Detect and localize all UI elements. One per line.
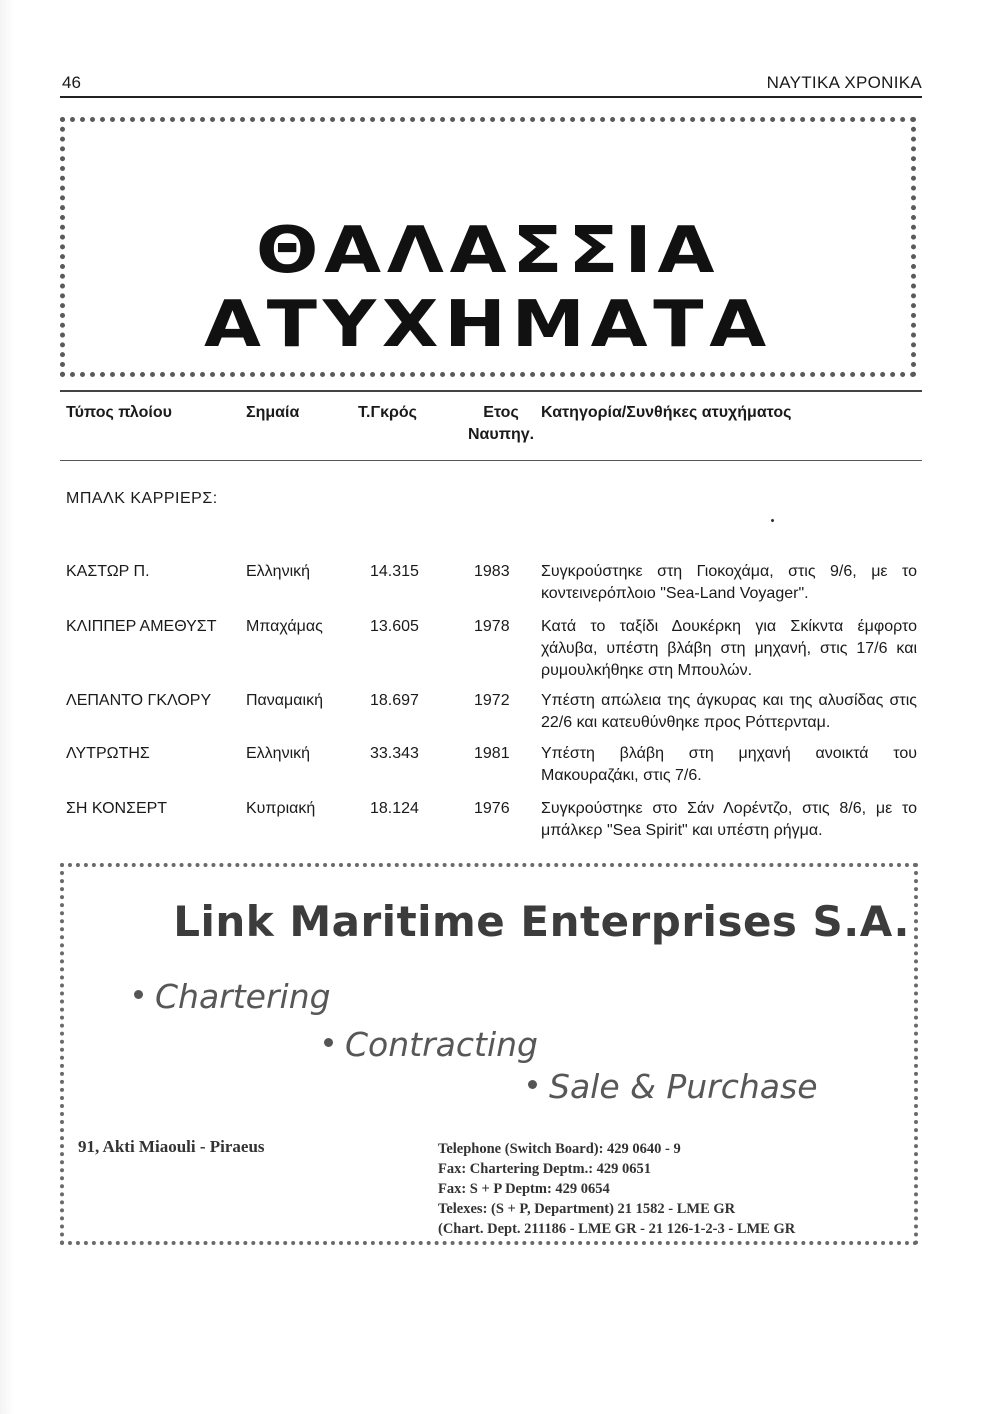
page-number: 46 — [62, 73, 81, 92]
ship-name: ΚΑΣΤΩΡ Π. — [66, 563, 150, 580]
ship-name: ΚΛΙΠΠΕΡ ΑΜΕΘΥΣΤ — [66, 618, 217, 635]
column-header-description: Κατηγορία/Συνθήκες ατυχήματος — [541, 404, 792, 421]
title-banner — [60, 117, 916, 377]
advert-service-label: Chartering — [155, 977, 331, 1016]
journal-title: ΝΑΥΤΙΚΑ ΧΡΟΝΙΚΑ — [766, 73, 922, 92]
page-edge-shadow — [0, 0, 14, 1414]
column-header-ship-type: Τύπος πλοίου — [66, 404, 172, 421]
header-rule — [60, 96, 922, 98]
advert-address: 91, Akti Miaouli - Piraeus — [78, 1137, 265, 1156]
column-header-grt: Τ.Γκρός — [358, 404, 417, 421]
column-header-year-line2: Ναυπηγ. — [468, 426, 535, 443]
ship-year: 1978 — [474, 618, 510, 635]
ship-year: 1972 — [474, 692, 510, 709]
ship-grt: 33.343 — [370, 745, 419, 762]
incident-description: Υπέστη βλάβη στη μηχανή ανοικτά του Μακουραζάκι, στις 7/6. — [541, 745, 917, 784]
incident-description: Υπέστη απώλεια της άγκυρας και της αλυσίδας στις 22/6 και κατευθύνθηκε προς Ρόττερνταμ. — [541, 692, 917, 731]
ship-year: 1983 — [474, 563, 510, 580]
ship-flag: Παναμαική — [246, 692, 323, 709]
column-header-flag: Σημαία — [246, 404, 300, 421]
section-heading-bulk-carriers: ΜΠΑΛΚ ΚΑΡΡΙΕΡΣ: — [66, 490, 218, 507]
ship-flag: Μπαχάμας — [246, 618, 323, 635]
table-top-rule — [60, 390, 922, 392]
ship-flag: Ελληνική — [246, 745, 311, 762]
advert-contact-line: Telexes: (S + P, Department) 21 1582 - LME GR — [438, 1201, 736, 1217]
advert-service-item — [134, 977, 331, 1016]
column-header-year-built — [468, 402, 534, 446]
ship-grt: 18.697 — [370, 692, 419, 709]
advert-company-name: Link Maritime Enterprises S.A. — [173, 897, 910, 946]
table-header-rule — [60, 460, 922, 461]
incident-description: Κατά το ταξίδι Δουκέρκη για Σκίκντα έμφορτο χάλυβα, υπέστη βλάβη στη μηχανή, στις 17/6 και ρυμουλκήθηκε στη Μπουλών. — [541, 618, 917, 679]
advert-service-item — [324, 1025, 538, 1064]
ship-flag: Ελληνική — [246, 563, 311, 580]
ship-flag: Κυπριακή — [246, 800, 316, 817]
column-header-year-line1: Ετος — [483, 404, 519, 421]
advert-service-label: Contracting — [345, 1025, 538, 1064]
advert-contacts — [438, 1139, 795, 1239]
ship-year: 1976 — [474, 800, 510, 817]
ship-grt: 18.124 — [370, 800, 419, 817]
bullet-icon — [324, 1038, 333, 1047]
ship-grt: 14.315 — [370, 563, 419, 580]
advertisement-box — [60, 863, 918, 1245]
bullet-icon — [528, 1080, 537, 1089]
banner-title: ΘΑΛΑΣΣΙΑ ΑΤΥΧΗΜΑΤΑ — [204, 214, 772, 362]
ship-grt: 13.605 — [370, 618, 419, 635]
advert-contact-line: Fax: Chartering Deptm.: 429 0651 — [438, 1161, 652, 1177]
advert-contact-line: (Chart. Dept. 211186 - LME GR - 21 126-1-2-3 - LME GR — [438, 1221, 796, 1237]
advert-contact-line: Telephone (Switch Board): 429 0640 - 9 — [438, 1141, 681, 1157]
ship-name: ΣΗ ΚΟΝΣΕΡΤ — [66, 800, 168, 817]
bullet-icon — [134, 990, 143, 999]
incident-description: Συγκρούστηκε στη Γιοκοχάμα, στις 9/6, με το κοντεινερόπλοιο "Sea-Land Voyager". — [541, 563, 917, 602]
advert-service-item — [528, 1067, 818, 1106]
scan-speck — [770, 518, 774, 522]
ship-name: ΛΕΠΑΝΤΟ ΓΚΛΟΡΥ — [66, 692, 212, 709]
ship-name: ΛΥΤΡΩΤΗΣ — [66, 745, 150, 762]
incident-description: Συγκρούστηκε στο Σάν Λορέντζο, στις 8/6, με το μπάλκερ "Sea Spirit" και υπέστη ρήγμα. — [541, 800, 917, 839]
ship-year: 1981 — [474, 745, 510, 762]
advert-contact-line: Fax: S + P Deptm: 429 0654 — [438, 1181, 610, 1197]
advert-service-label: Sale & Purchase — [549, 1067, 818, 1106]
